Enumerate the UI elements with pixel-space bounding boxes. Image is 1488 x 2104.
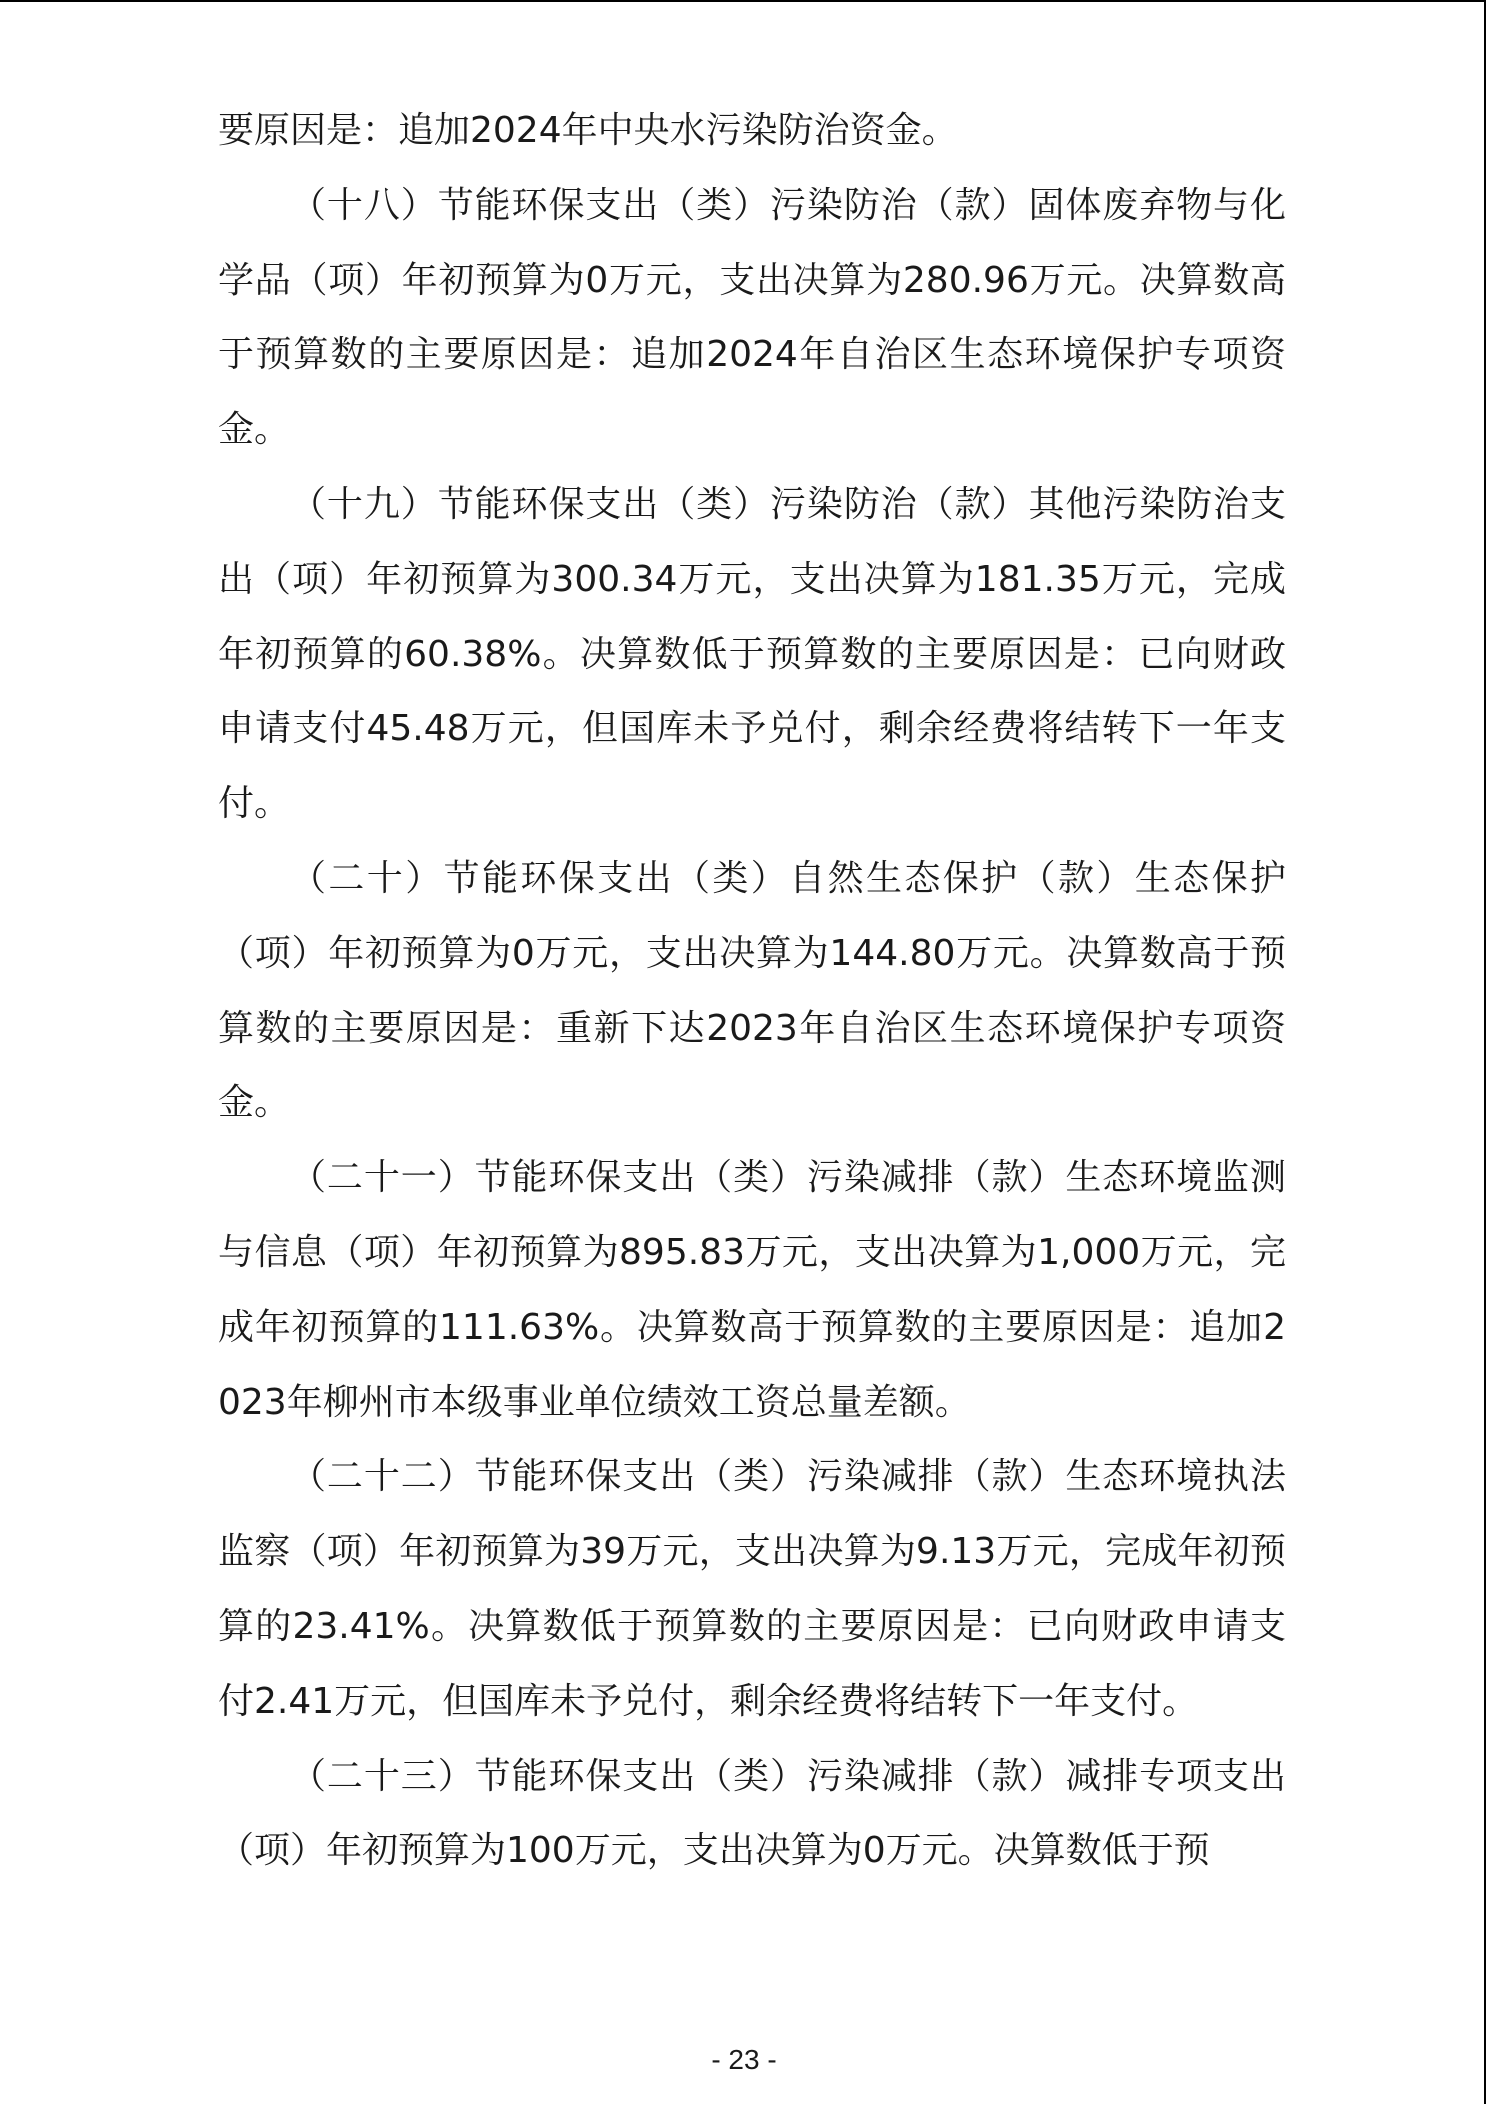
document-body — [218, 94, 1286, 1889]
paragraph-item-22: （二十二）节能环保支出（类）污染减排（款）生态环境执法监察（项）年初预算为39万元，支出决算为9.13万元，完成年初预算的23.41%。决算数低于预算数的主要原因是：已向财政申请支付2.41万元，但国库未予兑付，剩余经费将结转下一年支付。 — [218, 1456, 1286, 1722]
paragraph-item-23: （二十三）节能环保支出（类）污染减排（款）减排专项支出（项）年初预算为100万元，支出决算为0万元。决算数低于预 — [218, 1755, 1286, 1872]
paragraph-item-19: （十九）节能环保支出（类）污染防治（款）其他污染防治支出（项）年初预算为300.34万元，支出决算为181.35万元，完成年初预算的60.38%。决算数低于预算数的主要原因是：已向财政申请支付45.48万元，但国库未予兑付，剩余经费将结转下一年支付。 — [218, 483, 1286, 825]
paragraph-item-21: （二十一）节能环保支出（类）污染减排（款）生态环境监测与信息（项）年初预算为895.83万元，支出决算为1,000万元，完成年初预算的111.63%。决算数高于预算数的主要原因是：追加2023年柳州市本级事业单位绩效工资总量差额。 — [218, 1157, 1286, 1423]
paragraph-continuation: 要原因是：追加2024年中央水污染防治资金。 — [218, 110, 958, 151]
paragraph-item-18: （十八）节能环保支出（类）污染防治（款）固体废弃物与化学品（项）年初预算为0万元，支出决算为280.96万元。决算数高于预算数的主要原因是：追加2024年自治区生态环境保护专项资金。 — [218, 184, 1286, 451]
paragraph-item-20: （二十）节能环保支出（类）自然生态保护（款）生态保护（项）年初预算为0万元，支出决算为144.80万元。决算数高于预算数的主要原因是：重新下达2023年自治区生态环境保护专项资金。 — [218, 857, 1286, 1124]
page-number: - 23 - — [711, 2044, 777, 2075]
